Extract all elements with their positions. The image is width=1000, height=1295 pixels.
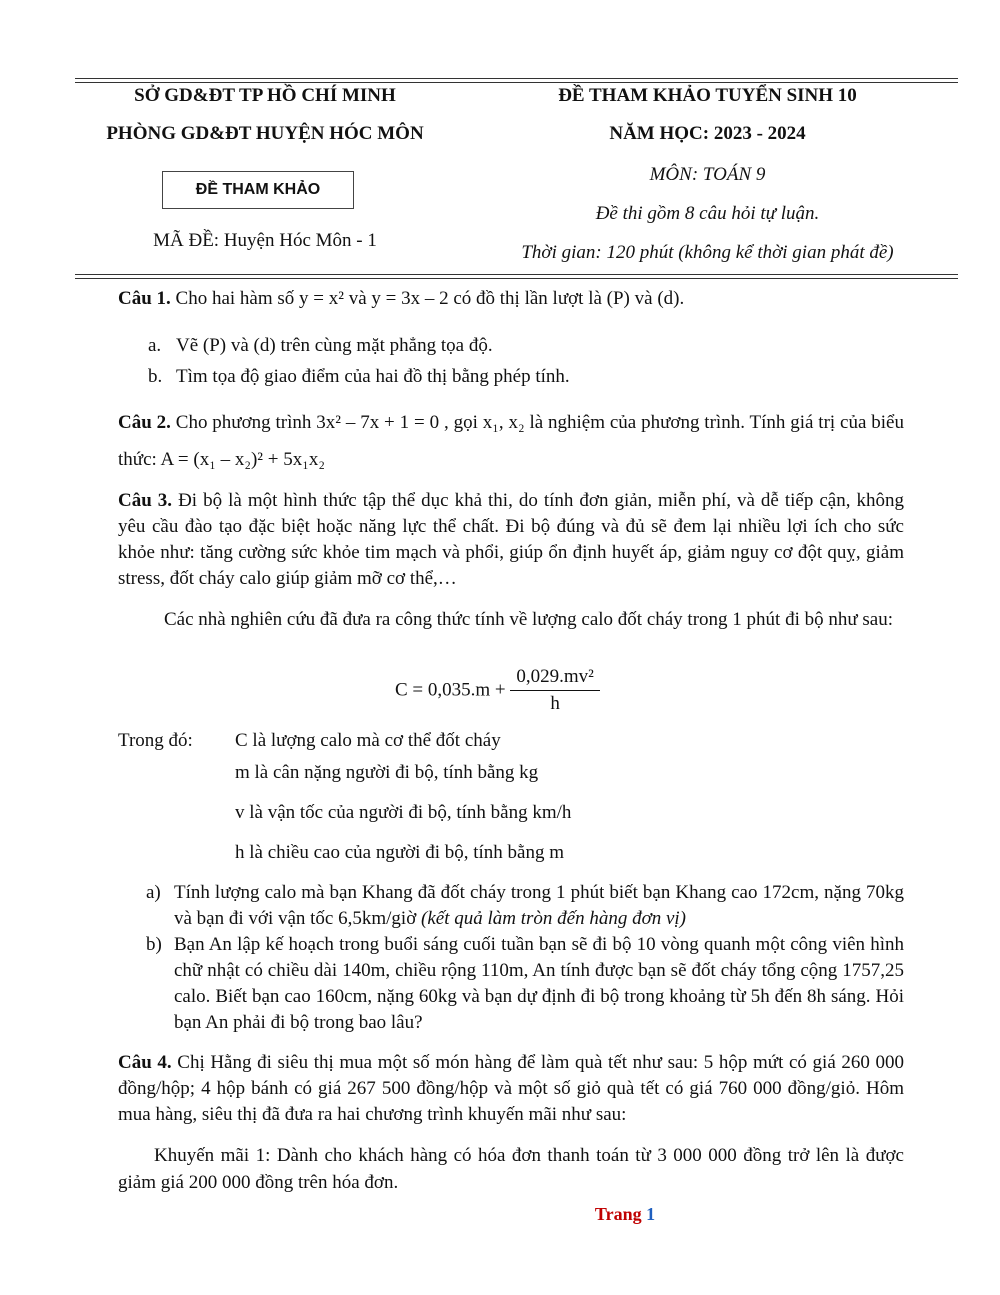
- page-num: 1: [646, 1204, 656, 1224]
- part-b-marker: b): [146, 934, 162, 955]
- school-year: NĂM HỌC: 2023 - 2024: [609, 123, 806, 144]
- calorie-formula: [395, 666, 600, 715]
- header-bottom-rule-2: [75, 278, 958, 279]
- exam-title: ĐỀ THAM KHẢO TUYỂN SINH 10: [558, 85, 857, 106]
- part-a-marker: a): [146, 882, 161, 903]
- list-item: [146, 932, 904, 1036]
- list-item: a. Vẽ (P) và (d) trên cùng mặt phẳng tọa độ.: [148, 332, 904, 359]
- question-3-text: Đi bộ là một hình thức tập thể dục khả thi, do tính đơn giản, miễn phí, và dễ tiếp cận, không yêu cầu đào tạo đặc biệt hoặc năng lực thể chất. Đi bộ đúng và đủ sẽ đem lại nhiều lợi ích cho sức khỏe như: tăng cường sức khỏe tim mạch và phổi, giúp ổn định huyết áp, giảm nguy cơ đột quỵ, giảm stress, đốt cháy calo giúp giảm mỡ cơ thể,…: [118, 490, 905, 589]
- header-top-rule-2: [75, 82, 958, 83]
- rounding-note: (kết quả làm tròn đến hàng đơn vị): [421, 908, 687, 929]
- question-3-parts: [146, 880, 904, 1036]
- question-3-intro-text: Các nhà nghiên cứu đã đưa ra công thức tính về lượng calo đốt cháy trong 1 phút đi bộ như sau:: [164, 609, 894, 630]
- question-3: [118, 488, 904, 592]
- question-2-label: Câu 2.: [118, 412, 171, 433]
- question-1-parts: [148, 332, 904, 390]
- formula-numerator: 0,029.mv²: [510, 666, 599, 691]
- list-item: [146, 880, 904, 932]
- dept-name: SỞ GD&ĐT TP HỒ CHÍ MINH: [134, 85, 396, 106]
- formula-fraction: [510, 666, 599, 715]
- question-3-intro: [118, 606, 904, 633]
- question-1: [118, 285, 904, 312]
- formula-left: C = 0,035.m +: [395, 679, 506, 701]
- header-top-rule: [75, 78, 958, 79]
- where-item: h là chiều cao của người đi bộ, tính bằng m: [235, 842, 565, 863]
- question-1-label: Câu 1.: [118, 288, 171, 309]
- question-4-label: Câu 4.: [118, 1052, 172, 1073]
- formula-denominator: h: [550, 693, 560, 714]
- exam-time: Thời gian: 120 phút (không kể thời gian phát đề): [521, 242, 894, 263]
- question-1-part-a: Vẽ (P) và (d) trên cùng mặt phẳng tọa độ.: [176, 335, 493, 356]
- exam-code: MÃ ĐỀ: Huyện Hóc Môn - 1: [153, 230, 377, 251]
- question-1-text: Cho hai hàm số y = x² và y = 3x – 2 có đồ thị lần lượt là (P) và (d).: [170, 288, 685, 309]
- question-2-text: Cho phương trình 3x² – 7x + 1 = 0 , gọi x₁, x₂ là nghiệm của phương trình. Tính giá trị của biểu thức: A = (x₁ – x₂)² + 5x₁x₂: [118, 412, 904, 470]
- question-3-part-b: Bạn An lập kế hoạch trong buổi sáng cuối tuần bạn sẽ đi bộ 10 vòng quanh một công viên hình chữ nhật có chiều dài 140m, chiều rộng 110m, An tính được bạn sẽ đốt cháy tổng cộng 1757,25 calo. Biết bạn cao 160cm, nặng 60kg và bạn dự định đi bộ trong khoảng từ 5h đến 8h sáng. Hỏi bạn An phải đi bộ trong bao lâu?: [174, 934, 904, 1033]
- promotion-1: [118, 1142, 904, 1196]
- where-item: C là lượng calo mà cơ thể đốt cháy: [235, 730, 501, 751]
- subject: MÔN: TOÁN 9: [649, 164, 766, 185]
- where-item: m là cân nặng người đi bộ, tính bằng kg: [235, 762, 539, 783]
- question-2: [118, 404, 904, 478]
- list-item: b. Tìm tọa độ giao điểm của hai đồ thị bằng phép tính.: [148, 363, 904, 390]
- office-name: PHÒNG GD&ĐT HUYỆN HÓC MÔN: [106, 123, 424, 144]
- promotion-1-text: Khuyến mãi 1: Dành cho khách hàng có hóa đơn thanh toán từ 3 000 000 đồng trở lên là được giảm giá 200 000 đồng trên hóa đơn.: [118, 1145, 904, 1193]
- where-label: Trong đó:: [118, 730, 193, 751]
- question-3-part-a: Tính lượng calo mà bạn Khang đã đốt cháy trong 1 phút biết bạn Khang cao 172cm, nặng 70kg và bạn đi với vận tốc 6,5km/giờ: [174, 882, 904, 929]
- question-4-text: Chị Hằng đi siêu thị mua một số món hàng để làm quà tết như sau: 5 hộp mứt có giá 260 000 đồng/hộp; 4 hộp bánh có giá 267 500 đồng/hộp và một số giỏ quà tết có giá 760 000 đồng/giỏ. Hôm mua hàng, siêu thị đã đưa ra hai chương trình khuyến mãi như sau:: [118, 1052, 904, 1125]
- header-bottom-rule: [75, 274, 958, 275]
- where-item: v là vận tốc của người đi bộ, tính bằng km/h: [235, 802, 572, 823]
- reference-badge: ĐỀ THAM KHẢO: [162, 171, 354, 209]
- question-1-part-b: Tìm tọa độ giao điểm của hai đồ thị bằng phép tính.: [176, 366, 570, 387]
- page-word: Trang: [594, 1204, 642, 1224]
- question-4: [118, 1050, 904, 1128]
- page-number: [0, 1204, 1000, 1225]
- question-count: Đề thi gồm 8 câu hỏi tự luận.: [595, 203, 820, 224]
- question-3-label: Câu 3.: [118, 490, 173, 511]
